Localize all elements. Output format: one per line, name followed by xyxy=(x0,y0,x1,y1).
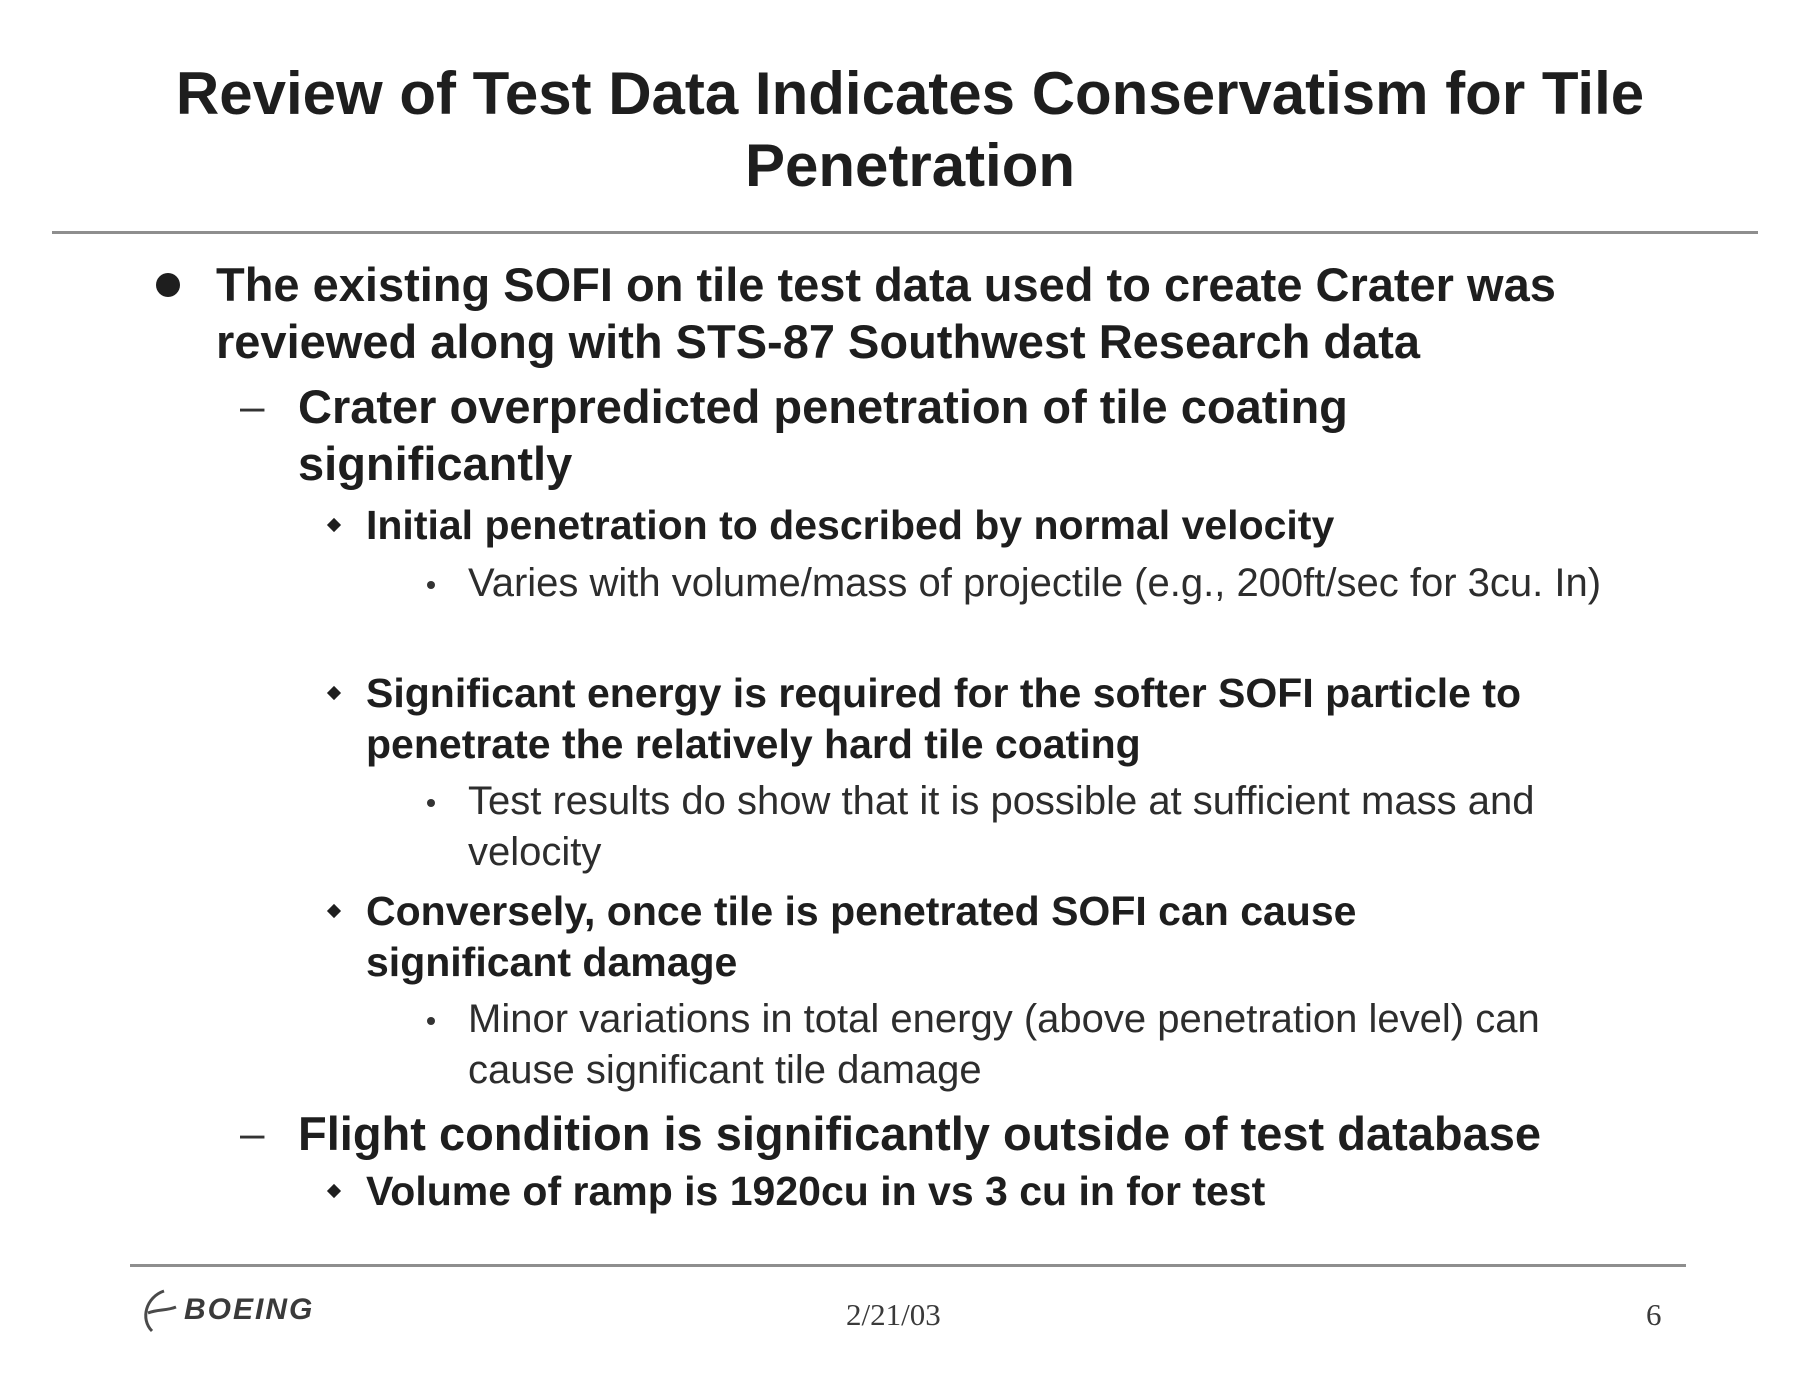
footer-divider xyxy=(130,1264,1686,1267)
bullet-level3-text: Significant energy is required for the softer SOFI particle to penetrate the relatively hard tile coating xyxy=(366,670,1522,767)
bullet-level4-text: Test results do show that it is possible at sufficient mass and velocity xyxy=(468,779,1535,874)
boeing-logo-icon xyxy=(136,1283,366,1344)
diamond-bullet-icon xyxy=(327,518,341,532)
small-dot-bullet-icon xyxy=(427,1017,435,1025)
diamond-bullet-icon xyxy=(327,686,341,700)
slide-title: Review of Test Data Indicates Conservatism for Tile Penetration xyxy=(175,60,1645,199)
footer-date: 2/21/03 xyxy=(846,1297,941,1332)
bullet-level4-text: Minor variations in total energy (above penetration level) can cause significant tile damage xyxy=(468,997,1540,1092)
small-dot-bullet-icon xyxy=(427,581,435,589)
bullet-level1-text: The existing SOFI on tile test data used to create Crater was reviewed along with STS-87 Southwest Research data xyxy=(216,258,1556,368)
logo-text: BOEING xyxy=(184,1293,315,1326)
diamond-bullet-icon xyxy=(327,904,341,918)
diamond-bullet-icon xyxy=(327,1184,341,1198)
title-divider xyxy=(52,231,1758,234)
round-bullet-icon xyxy=(156,273,180,297)
page-number: 6 xyxy=(1646,1297,1662,1332)
bullet-level3-text: Volume of ramp is 1920cu in vs 3 cu in for test xyxy=(366,1168,1266,1214)
bullet-level2-text: Flight condition is significantly outside of test database xyxy=(298,1107,1541,1160)
bullet-level4-text: Varies with volume/mass of projectile (e.g., 200ft/sec for 3cu. In) xyxy=(468,561,1602,605)
bullet-level3-text: Conversely, once tile is penetrated SOFI can cause significant damage xyxy=(366,888,1357,985)
small-dot-bullet-icon xyxy=(427,799,435,807)
dash-bullet-icon: – xyxy=(240,1109,265,1158)
dash-bullet-icon: – xyxy=(240,382,265,431)
bullet-level2-text: Crater overpredicted penetration of tile coating significantly xyxy=(298,380,1348,490)
bullet-level3-text: Initial penetration to described by normal velocity xyxy=(366,502,1335,548)
